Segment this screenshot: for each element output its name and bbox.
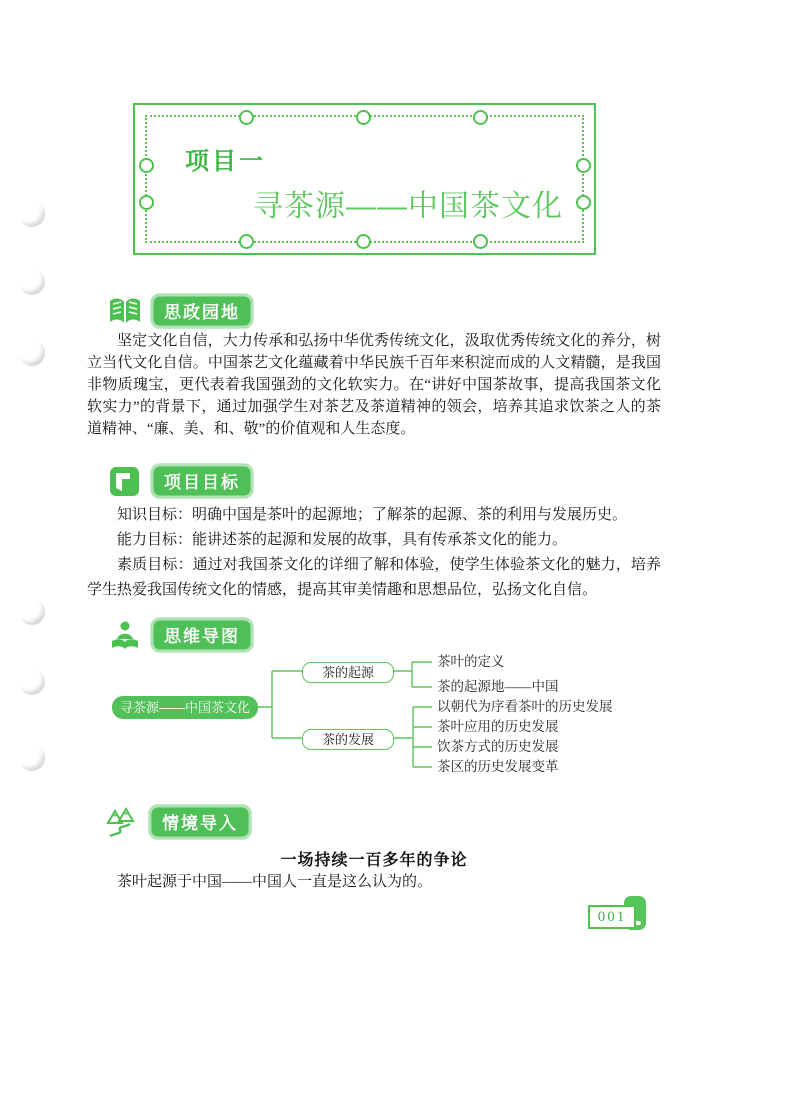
ring-ornament [139, 195, 154, 210]
mindmap-leaf: 茶的起源地——中国 [437, 679, 559, 694]
mindmap-leaf: 茶叶的定义 [437, 654, 505, 669]
mindmap-leaf: 以朝代为序看茶叶的历史发展 [437, 699, 613, 714]
binder-hole [19, 201, 45, 227]
binder-hole [19, 599, 45, 625]
mountain-road-icon [106, 807, 140, 838]
section-label: 项目目标 [151, 464, 253, 498]
story-title: 一场持续一百多年的争论 [280, 852, 468, 869]
goal-quality: 素质目标：通过对我国茶文化的详细了解和体验，使学生体验茶文化的魅力，培养学生热爱我国传统文化的情感，提高其审美情趣和思想品位，弘扬文化自信。 [87, 557, 661, 598]
section-header-mubiao [108, 464, 253, 498]
page-number: 001 [588, 905, 636, 929]
binder-hole [19, 340, 45, 366]
binder-hole [19, 269, 45, 295]
sizheng-paragraph: 坚定文化自信，大力传承和弘扬中华优秀传统文化，汲取优秀传统文化的养分，树立当代文化自信。中国茶艺文化蕴藏着中华民族千百年来积淀而成的人文精髓，是我国非物质瑰宝，更代表着我国强劲的文化软实力。在“讲好中国茶故事，提高我国茶文化软实力”的背景下，通过加强学生对茶艺及茶道精神的领会，培养其追求饮茶之人的茶道精神、“廉、美、和、敬”的价值观和人生态度。 [87, 333, 661, 437]
chapter-title-box [133, 103, 596, 255]
goal-knowledge: 知识目标：明确中国是茶叶的起源地；了解茶的起源、茶的利用与发展历史。 [117, 507, 628, 523]
section-header-qingjing [106, 805, 251, 839]
section-label: 思政园地 [151, 294, 253, 328]
chapter-title: 寻茶源——中国茶文化 [253, 190, 563, 223]
ring-ornament [473, 110, 488, 125]
goal-list [87, 503, 661, 603]
ring-ornament [473, 234, 488, 249]
ring-ornament [139, 158, 154, 173]
mindmap-root-node: 寻茶源——中国茶文化 [112, 696, 258, 719]
mindmap-branch-origin: 茶的起源 [302, 662, 394, 683]
section-label: 思维导图 [151, 618, 253, 652]
open-book-icon [108, 296, 142, 327]
ring-ornament [356, 234, 371, 249]
ring-ornament [239, 110, 254, 125]
binder-hole [19, 745, 45, 771]
goal-ability: 能力目标：能讲述茶的起源和发展的故事，具有传承茶文化的能力。 [117, 532, 568, 548]
section-label: 情境导入 [149, 805, 251, 839]
ring-ornament [576, 195, 591, 210]
binder-hole [19, 669, 45, 695]
mindmap-leaf: 饮茶方式的历史发展 [437, 739, 559, 754]
ring-ornament [239, 234, 254, 249]
ring-ornament [356, 110, 371, 125]
bookmark-icon [108, 466, 142, 497]
ring-ornament [576, 158, 591, 173]
mindmap-branch-development: 茶的发展 [302, 729, 394, 750]
mindmap-leaf: 茶叶应用的历史发展 [437, 719, 559, 734]
mindmap-leaf: 茶区的历史发展变革 [437, 759, 559, 774]
chapter-number: 项目一 [185, 148, 266, 175]
section-header-sizheng [108, 294, 253, 328]
story-paragraph: 茶叶起源于中国——中国人一直是这么认为的。 [117, 874, 433, 890]
